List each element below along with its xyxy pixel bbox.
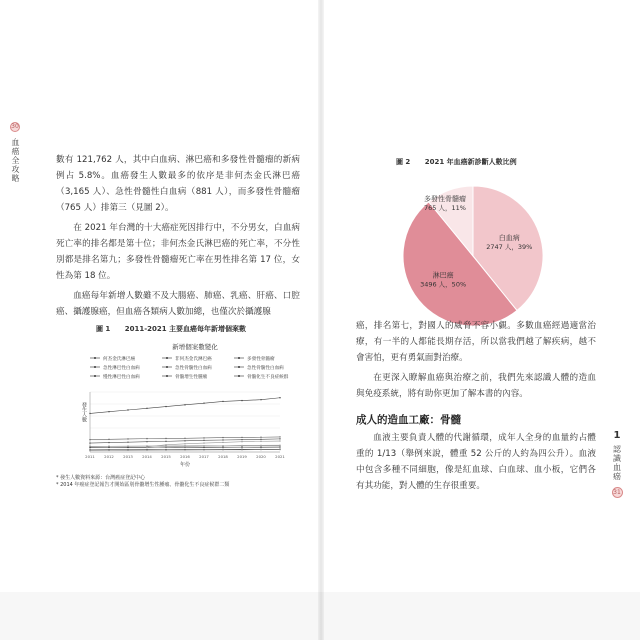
data-point [203,437,204,438]
data-point [108,446,109,447]
data-point [203,440,204,441]
chart-title: 新增個案數變化 [172,343,218,351]
paragraph: 在更深入瞭解血癌與治療之前，我們先來認識人體的造血與免疫系統，將有助你更加了解本書的內容。 [356,373,596,399]
data-point [165,438,166,439]
x-tick-label: 2021 [275,454,285,459]
paragraph: 癌，排名第七，對國人的威脅不容小覷。多數血癌經過適當治療，有一半的人都能長期存活，所以當我們越了解疾病，越不會害怕，更有勇氣面對治療。 [356,321,596,363]
series-line [90,398,280,414]
legend-label: 骨髓增生性腫瘤 [175,375,208,380]
pie-slice-label: 765 人，11% [424,204,466,212]
data-point [241,400,242,401]
legend-label: 多發性骨髓瘤 [247,357,275,362]
x-tick-label: 2014 [142,454,152,459]
data-point [241,439,242,440]
line-chart [80,340,310,468]
x-tick-label: 2013 [123,454,133,459]
data-point [241,445,242,446]
data-point [279,440,280,441]
data-point [165,406,166,407]
data-point [222,449,223,450]
legend-marker [166,366,168,368]
figure1-title: 2011-2021 主要血癌每年新增個案數 [124,325,247,333]
data-point [260,441,261,442]
data-point [184,449,185,450]
data-point [146,408,147,409]
x-tick-label: 2012 [104,454,114,459]
legend-label: 急性骨髓性白血病 [247,366,284,371]
data-point [222,447,223,448]
figure1-note: * 2014 年癌症登記報告才開始區別骨髓增生性腫瘤、骨髓化生不良症候群二類 [56,482,230,488]
data-point [241,449,242,450]
data-point [222,401,223,402]
right-body-text [356,318,596,406]
data-point [89,450,90,451]
right-chapter-tab [610,430,624,498]
x-tick-label: 2016 [180,454,190,459]
left-body-text [56,152,300,324]
data-point [279,436,280,437]
legend-marker [94,375,96,377]
data-point [260,437,261,438]
data-point [184,438,185,439]
data-point [127,447,128,448]
x-axis-label: 年份 [179,462,191,468]
data-point [165,446,166,447]
data-point [279,449,280,450]
left-running-header [10,122,20,183]
data-point [184,446,185,447]
chapter-number: 1 [613,430,621,441]
data-point [108,442,109,443]
legend-label: 急性骨髓性白血病 [175,366,212,371]
left-page-badge: 30 [11,123,19,130]
data-point [241,441,242,442]
data-point [279,446,280,447]
x-tick-label: 2020 [256,454,266,459]
data-point [108,439,109,440]
y-axis-label: 發生人數 [81,402,87,422]
legend-marker [238,375,240,377]
data-point [184,404,185,405]
data-point [127,409,128,410]
figure2-title: 2021 年血癌新診斷人數比例 [424,158,517,166]
legend-label: 何杰金氏淋巴癌 [103,357,136,362]
paragraph: 血癌每年新增人數雖不及大腸癌、肺癌、乳癌、肝癌、口腔癌、攝護腺癌，但血癌各類病人數加總，也僅次於攝護腺 [56,291,300,317]
legend-marker [166,375,168,377]
data-point [165,444,166,445]
data-point [146,438,147,439]
data-point [127,442,128,443]
data-point [184,443,185,444]
data-point [279,444,280,445]
data-point [108,450,109,451]
data-point [260,439,261,440]
data-point [203,445,204,446]
book-gutter [318,0,324,640]
pie-slice-label: 2747 人，39% [486,243,533,252]
data-point [260,445,261,446]
data-point [279,438,280,439]
section-heading: 成人的造血工廠：骨髓 [356,414,461,426]
data-point [89,446,90,447]
x-tick-label: 2019 [237,454,247,459]
pie-slice-label: 3496 人，50% [420,280,467,289]
paragraph: 血液主要負責人體的代謝循環，成年人全身的血量約占體重的 1/13（舉例來說，體重 52 公斤的人約為四公升）。血液中包含多種不同細胞，像是紅血球、白血球、血小板，它們各有其功能，對人體的生存很重要。 [356,433,596,491]
data-point [127,438,128,439]
data-point [203,449,204,450]
data-point [127,450,128,451]
paragraph: 在 2021 年台灣的十大癌症死因排行中，不分男女，白血病死亡率的排名都是第十位；非何杰金氏淋巴癌的死亡率，不分性別都是排名第九；多發性骨髓瘤死亡率在男性排名第 17 位，女性為第 18 位。 [56,223,300,281]
x-tick-label: 2018 [218,454,228,459]
pie-slice-name: 淋巴癌 [432,271,454,280]
x-tick-label: 2011 [85,454,95,459]
legend-marker [94,357,96,359]
data-point [146,450,147,451]
chapter-title: 認識血癌 [612,445,622,481]
legend-marker [166,357,168,359]
data-point [127,445,128,446]
data-point [165,441,166,442]
legend-label: 非何杰金氏淋巴癌 [175,357,212,362]
figure1-caption [96,324,246,334]
data-point [241,437,242,438]
data-point [203,442,204,443]
data-point [89,413,90,414]
data-point [260,449,261,450]
data-point [165,449,166,450]
legend-label: 慢性淋巴性白血病 [103,375,140,380]
data-point [89,447,90,448]
data-point [222,442,223,443]
x-tick-label: 2015 [161,454,171,459]
figure1-number: 圖 1 [96,325,111,333]
data-point [222,439,223,440]
paragraph: 數有 121,762 人，其中白血病、淋巴癌和多發性骨髓瘤的新病例占 5.8%。血癌發生人數最多的依序是非何杰金氏淋巴癌（3,165 人）、急性骨髓性白血病（881 人），而多發性骨髓瘤（765 人）排第三（見圖 2）。 [56,155,300,213]
data-point [184,440,185,441]
right-page-badge: 31 [613,489,621,496]
figure1-note: * 發生人數資料來源：台灣癌症登記中心 [56,475,146,481]
data-point [260,447,261,448]
running-title: 血癌全攻略 [11,138,20,183]
data-point [146,441,147,442]
legend-marker [238,357,240,359]
data-point [89,439,90,440]
figure2-number: 圖 2 [396,158,411,166]
legend-label: 骨髓化生不良症候群 [247,375,289,380]
data-point [279,397,280,398]
legend-marker [94,366,96,368]
legend-marker [238,366,240,368]
pie-slice-name: 白血病 [498,234,520,243]
data-point [222,445,223,446]
x-tick-label: 2017 [199,454,209,459]
section-body [356,430,596,498]
data-point [108,411,109,412]
legend-label: 急性淋巴性白血病 [103,366,140,371]
pie-slice-name: 多發性骨髓瘤 [424,195,466,203]
data-point [222,437,223,438]
data-point [146,447,147,448]
data-point [241,446,242,447]
data-point [260,399,261,400]
data-point [89,442,90,443]
pie-chart [388,164,558,334]
data-point [203,402,204,403]
